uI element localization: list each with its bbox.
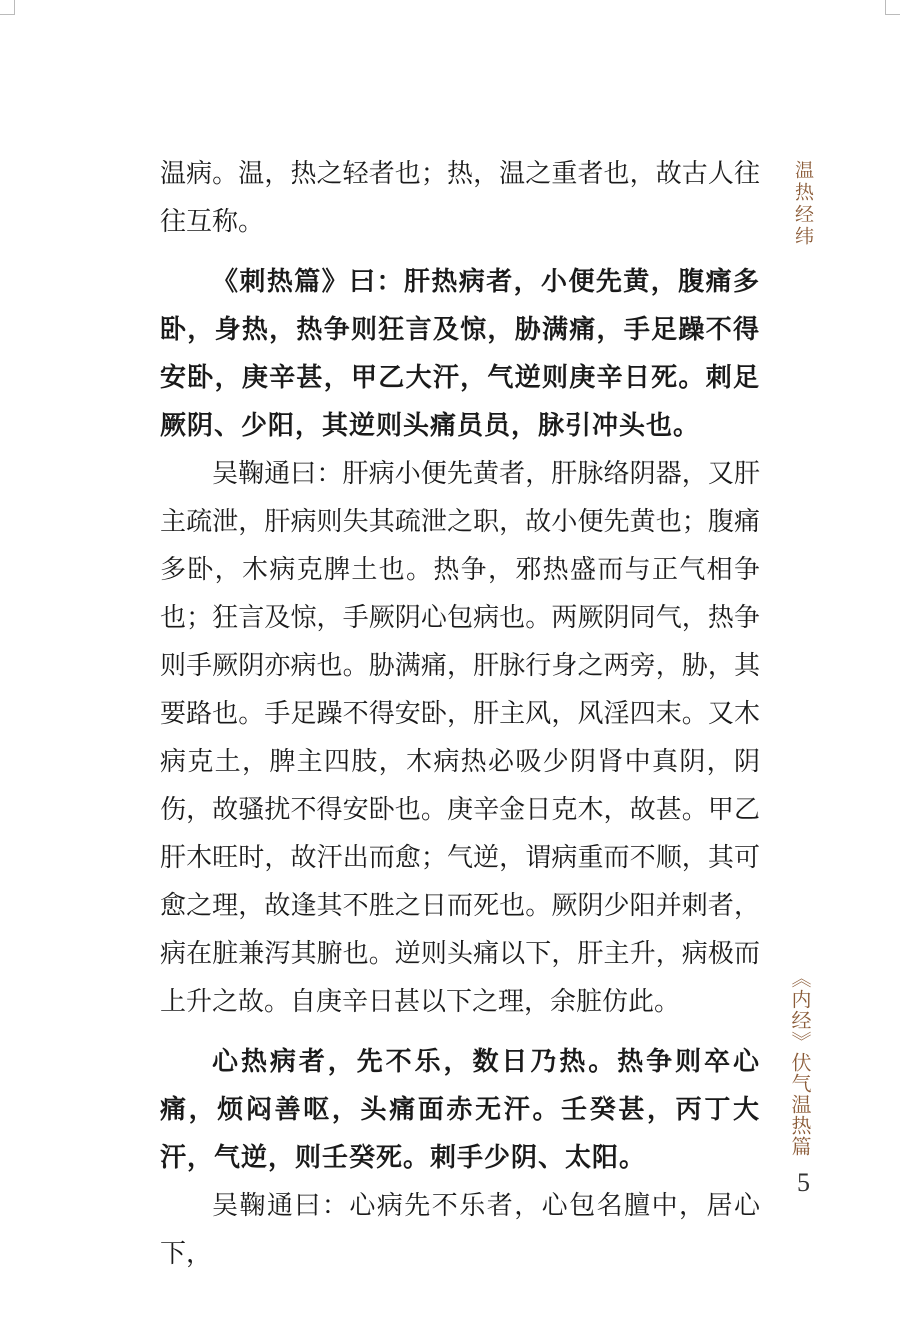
classic-text-heart-heat: 心热病者，先不乐，数日乃热。热争则卒心痛，烦闷善呕，头痛面赤无汗。壬癸甚，丙丁大汗，气逆，则壬癸死。刺手少阴、太阳。 [160,1047,760,1173]
running-header-chapter-title: 《内经》伏气温热篇 [788,968,812,1157]
classic-text-liver-heat: 《刺热篇》曰：肝热病者，小便先黄，腹痛多卧，身热，热争则狂言及惊，胁满痛，手足躁不得安卧，庚辛甚，甲乙大汗，气逆则庚辛日死。刺足厥阴、少阳，其逆则头痛员员，脉引冲头也。 [160,267,760,441]
commentary-wu-jutong-liver: 吴鞠通曰：肝病小便先黄者，肝脉络阴器，又肝主疏泄，肝病则失其疏泄之职，故小便先黄也；腹痛多卧，木病克脾土也。热争，邪热盛而与正气相争也；狂言及惊，手厥阴心包病也。两厥阴同气，热争则手厥阴亦病也。胁满痛，肝脉行身之两旁，胁，其要路也。手足躁不得安卧，肝主风，风淫四末。又木病克土，脾主四肢，木病热必吸少阴肾中真阴，阴伤，故骚扰不得安卧也。庚辛金日克木，故甚。甲乙肝木旺时，故汗出而愈；气逆，谓病重而不顺，其可愈之理，故逢其不胜之日而死也。厥阴少阳并刺者，病在脏兼泻其腑也。逆则头痛以下，肝主升，病极而上升之故。自庚辛日甚以下之理，余脏仿此。 [160,459,760,1017]
crop-mark-top-right [885,0,900,15]
crop-mark-top-left [0,0,15,15]
commentary-wu-jutong-heart: 吴鞠通曰：心病先不乐者，心包名膻中，居心下， [160,1191,760,1269]
running-header-book-title: 温热经纬 [792,160,814,248]
page-number: 5 [797,1168,810,1197]
body-text [160,150,760,1278]
paragraph-continuation: 温病。温，热之轻者也；热，温之重者也，故古人往往互称。 [160,159,760,237]
